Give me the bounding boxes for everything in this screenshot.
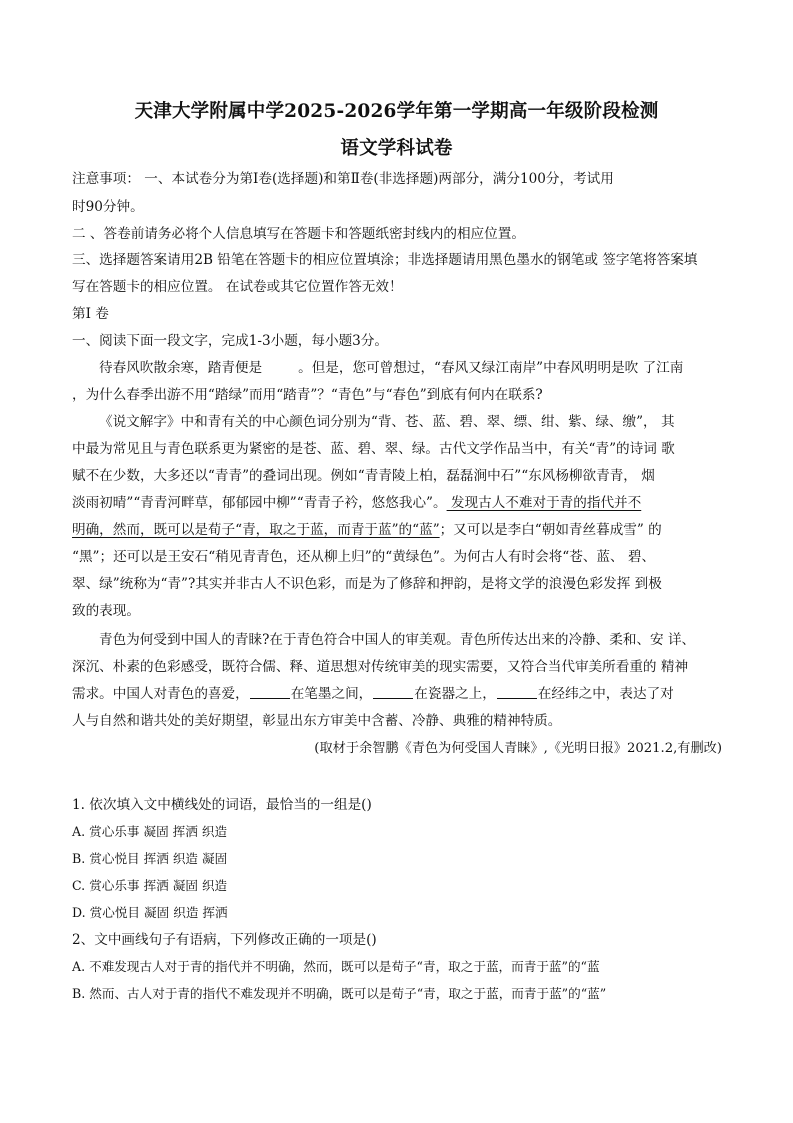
passage-p2-line-6: “黑”；还可以是王安石“稍见青青色，还从柳上归”的“黄绿色”。为何古人有时会将“苍、蓝、 碧、: [72, 549, 656, 565]
passage-p2-line-4: [72, 494, 722, 512]
passage-text: 淡雨初晴”“青青河畔草，郁郁园中柳”“青青子衿，悠悠我心”。: [72, 495, 447, 511]
notice-line-4: 三、选择题答案请用2B 铅笔在答题卡的相应位置填涂；非选择题请用黑色墨水的钢笔或 签字笔将答案填: [72, 252, 698, 268]
passage-p2-line-3: 赋不在少数，大多还以“青青”的叠词出现。例如“青青陵上柏，磊磊涧中石”“东风杨柳欲青青， 烟: [72, 468, 655, 484]
fill-blank: [497, 685, 537, 699]
passage-text: 需求。中国人对青色的喜爱，: [72, 686, 249, 702]
passage-text: 在经纬之中，表达了对: [537, 686, 674, 702]
passage-p2-line-5: [72, 521, 722, 539]
passage-p2-line-2: 中最为常见且与青色联系更为紧密的是苍、蓝、碧、翠、绿。古代文学作品当中，有关“青”的诗词 歌: [72, 441, 675, 457]
exam-subtitle: 语文学科试卷: [340, 138, 453, 159]
notice-line-3: 二 、答卷前请务必将个人信息填写在答题卡和答题纸密封线内的相应位置。: [72, 226, 525, 242]
notice-line-2: 时90分钟。: [72, 199, 144, 215]
part-one-heading: 一、阅读下面一段文字，完成1-3小题，每小题3分。: [72, 333, 389, 349]
notice-line-1: 注意事项： 一、本试卷分为第Ⅰ卷(选择题)和第Ⅱ卷(非选择题)两部分，满分100分，考试用: [72, 171, 614, 187]
volume-label: 第Ⅰ 卷: [72, 306, 109, 322]
passage-text: 在瓷器之上，: [414, 686, 496, 702]
passage-text: 。但是，您可曾想过，“春风又绿江南岸”中春风明明是吹 了江南: [298, 360, 684, 376]
passage-p1-line-2: ，为什么春季出游不用“踏绿”而用“踏青”？“青色”与“春色”到底有何内在联系?: [72, 387, 543, 403]
passage-p1-line-1: [99, 359, 749, 377]
passage-p3-line-4: 人与自然和谐共处的美好期望，彰显出东方审美中含蓄、冷静、典雅的精神特质。: [72, 713, 562, 729]
exam-title: 天津大学附属中学2025-2026学年第一学期高一年级阶段检测: [134, 101, 659, 122]
question-2-option-a: A. 不难发现古人对于青的指代并不明确，然而，既可以是荀子“青，取之于蓝，而青于蓝”的“蓝: [72, 959, 600, 974]
fill-blank: [250, 685, 290, 699]
question-1-option-b: B. 赏心悦目 挥洒 织造 凝固: [72, 851, 228, 866]
fill-blank: [373, 685, 413, 699]
passage-source: (取材于余智鹏《青色为何受国人青睐》,《光明日报》2021.2,有删改): [314, 741, 722, 756]
question-2-option-b: B. 然而、古人对于青的指代不难发现并不明确，既可以是荀子“青，取之于蓝，而青于蓝”的“蓝”: [72, 986, 607, 1001]
passage-p3-line-3: [72, 685, 722, 703]
passage-p2-line-8: 致的表现。: [72, 603, 140, 619]
passage-p3-line-2: 深沉、朴素的色彩感受，既符合儒、释、道思想对传统审美的现实需要，又符合当代审美所看重的 精神: [72, 659, 689, 675]
passage-text: ；又可以是李白“朝如青丝暮成雪” 的: [439, 522, 662, 538]
question-1-option-c: C. 赏心乐事 挥洒 凝固 织造: [72, 878, 228, 893]
passage-p3-line-1: 青色为何受到中国人的青睐?在于青色符合中国人的审美观。青色所传达出来的冷静、柔和、安 详、: [99, 632, 696, 648]
notice-line-5: 写在答题卡的相应位置。 在试卷或其它位置作答无效！: [72, 279, 403, 295]
passage-p2-line-7: 翠、绿”统称为“青”?其实并非古人不识色彩，而是为了修辞和押韵，是将文学的浪漫色彩发挥 到极: [72, 576, 662, 592]
question-2-stem: 2、文中画线句子有语病，下列修改正确的一项是(): [72, 932, 377, 948]
question-1-option-a: A. 赏心乐事 凝固 挥洒 织造: [72, 824, 228, 839]
underlined-sentence: 明确，然而，既可以是荀子“青，取之于蓝，而青于蓝”的“蓝”: [72, 522, 440, 538]
passage-text: 待春风吹散余寒，踏青便是: [99, 360, 263, 376]
question-1-stem: 1. 依次填入文中横线处的词语，最恰当的一组是(): [72, 797, 372, 813]
question-1-option-d: D. 赏心悦目 凝固 织造 挥洒: [72, 905, 228, 920]
passage-p2-line-1: 《说文解字》中和青有关的中心颜色词分别为“背、苍、蓝、碧、翠、缥、绀、紫、绿、缴”， 其: [99, 414, 675, 430]
passage-text: 在笔墨之间，: [290, 686, 373, 702]
underlined-sentence: 发现古人不难对于青的指代并不: [446, 495, 642, 511]
